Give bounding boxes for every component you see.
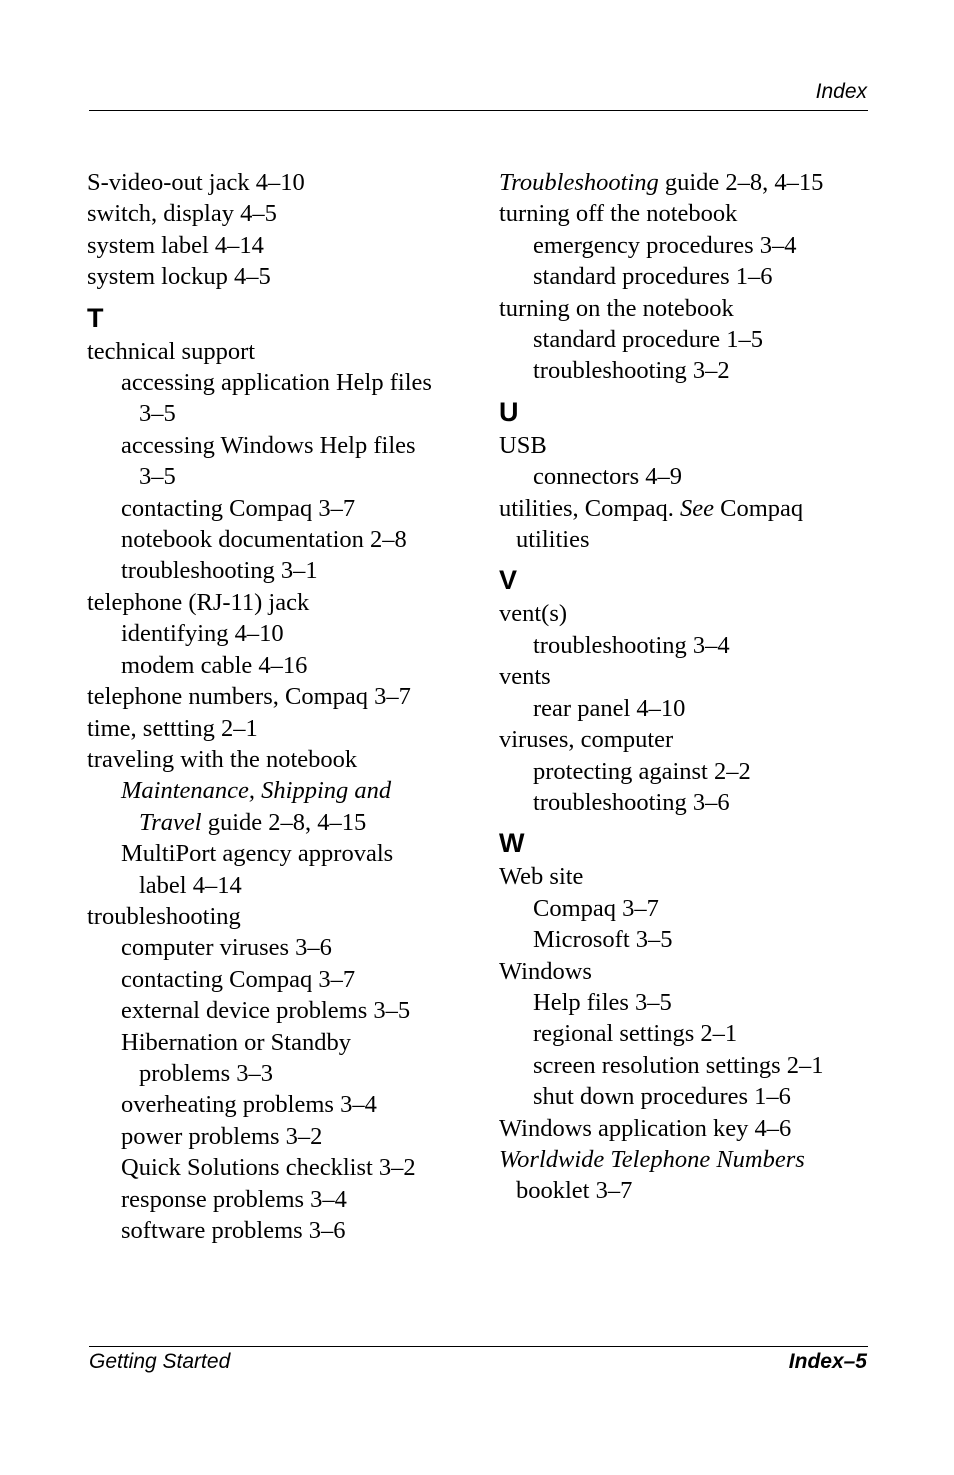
index-subentry — [499, 924, 869, 955]
index-subentry — [499, 1018, 869, 1049]
index-entry-text: viruses, computer — [499, 726, 674, 754]
index-entry-text: 3–5 — [139, 400, 176, 428]
index-entry — [87, 901, 467, 932]
index-letter-heading: U — [499, 396, 519, 427]
index-entry-continuation — [499, 1175, 869, 1206]
index-entry-text: accessing application Help files — [121, 369, 432, 397]
index-entry-text: Quick Solutions checklist 3–2 — [121, 1154, 416, 1182]
footer-rule — [89, 1346, 868, 1347]
index-entry — [499, 293, 869, 324]
index-subentry — [87, 493, 467, 524]
index-letter-heading: T — [87, 302, 104, 333]
index-entry-text: Help files 3–5 — [533, 988, 672, 1016]
index-entry-text: shut down procedures 1–6 — [533, 1083, 791, 1111]
index-subentry — [87, 555, 467, 586]
index-entry-text: troubleshooting — [87, 902, 241, 930]
index-subentry — [499, 787, 869, 818]
index-entry-continuation — [87, 1058, 467, 1089]
index-entry-text: utilities, Compaq. — [499, 494, 681, 522]
index-entry-text: MultiPort agency approvals — [121, 840, 394, 868]
index-entry-text: utilities — [516, 526, 590, 554]
index-column-right — [499, 167, 869, 1207]
footer-page-number: Index–5 — [788, 1350, 867, 1373]
index-subentry — [499, 355, 869, 386]
index-subentry — [499, 693, 869, 724]
index-entry — [499, 493, 869, 524]
index-entry-text: Microsoft 3–5 — [533, 926, 673, 954]
index-entry-continuation — [87, 398, 467, 429]
index-subentry — [499, 324, 869, 355]
index-entry — [87, 198, 467, 229]
index-entry-text: switch, display 4–5 — [87, 200, 277, 228]
index-subentry — [87, 367, 467, 398]
index-subentry — [87, 524, 467, 555]
index-entry-text: guide 2–8, 4–15 — [658, 169, 824, 196]
index-entry-text: power problems 3–2 — [121, 1122, 323, 1150]
index-entry-text: software problems 3–6 — [121, 1217, 346, 1244]
index-entry-text: telephone (RJ-11) jack — [87, 588, 310, 616]
index-entry-text: screen resolution settings 2–1 — [533, 1051, 824, 1079]
index-entry-text: overheating problems 3–4 — [121, 1091, 377, 1119]
index-entry-text: modem cable 4–16 — [121, 651, 308, 679]
index-entry-text: Compaq — [714, 494, 804, 522]
index-entry-text: problems 3–3 — [139, 1059, 274, 1087]
index-subentry — [87, 618, 467, 649]
index-subentry — [87, 1089, 467, 1120]
index-entry — [87, 587, 467, 618]
index-entry-text: booklet 3–7 — [516, 1177, 633, 1205]
index-subentry — [499, 893, 869, 924]
index-subentry — [87, 1215, 467, 1246]
index-entry-text: identifying 4–10 — [121, 620, 284, 648]
index-entry-text: troubleshooting 3–2 — [533, 357, 730, 385]
index-entry-italic-text: See — [680, 494, 715, 522]
index-entry-text: rear panel 4–10 — [533, 694, 686, 722]
index-entry-text: telephone numbers, Compaq 3–7 — [87, 683, 411, 711]
index-subentry — [499, 461, 869, 492]
index-entry-text: time, settting 2–1 — [87, 714, 258, 742]
index-entry-continuation — [87, 807, 467, 838]
index-entry-text: vent(s) — [499, 600, 568, 628]
index-entry — [499, 1144, 869, 1175]
index-entry-text: Web site — [499, 863, 584, 891]
index-entry-text: computer viruses 3–6 — [121, 934, 332, 962]
index-subentry — [499, 756, 869, 787]
index-subentry — [499, 630, 869, 661]
footer-book-title: Getting Started — [89, 1350, 231, 1373]
index-entry-italic-text: Maintenance, Shipping and — [121, 777, 392, 805]
index-entry-text: system label 4–14 — [87, 231, 264, 259]
index-column-left — [87, 167, 467, 1246]
running-head: Index — [815, 80, 867, 103]
index-entry-text: traveling with the notebook — [87, 745, 358, 773]
index-subentry — [87, 430, 467, 461]
index-entry-text: external device problems 3–5 — [121, 997, 411, 1025]
index-entry — [87, 744, 467, 775]
index-entry — [499, 598, 869, 629]
index-entry — [499, 724, 869, 755]
index-entry-text: troubleshooting 3–6 — [533, 788, 730, 816]
index-entry-text: vents — [499, 663, 551, 691]
index-entry-text: standard procedure 1–5 — [533, 326, 763, 354]
index-entry-text: troubleshooting 3–1 — [121, 557, 318, 585]
index-entry-text: protecting against 2–2 — [533, 757, 751, 785]
index-subentry — [87, 995, 467, 1026]
index-subentry — [499, 1050, 869, 1081]
index-entry-italic-text: Worldwide Telephone Numbers — [499, 1145, 805, 1173]
index-subentry — [87, 1027, 467, 1058]
index-entry-text: system lockup 4–5 — [87, 263, 271, 291]
index-entry — [499, 167, 869, 198]
index-entry — [87, 167, 467, 198]
index-entry-text: Windows — [499, 957, 592, 985]
index-entry-text: turning on the notebook — [499, 294, 734, 322]
index-entry-text: Windows application key 4–6 — [499, 1114, 792, 1142]
index-entry — [87, 261, 467, 292]
index-letter-heading: V — [499, 565, 518, 596]
index-entry-text: accessing Windows Help files — [121, 431, 416, 459]
index-entry-text: label 4–14 — [139, 871, 242, 899]
index-entry-text: troubleshooting 3–4 — [533, 631, 730, 659]
index-letter-heading: W — [499, 828, 525, 859]
index-subentry — [87, 1152, 467, 1183]
index-entry-text: contacting Compaq 3–7 — [121, 494, 356, 522]
index-subentry — [87, 775, 467, 806]
index-entry-continuation — [87, 461, 467, 492]
index-entry-text: contacting Compaq 3–7 — [121, 965, 356, 993]
index-subentry — [87, 838, 467, 869]
index-subentry — [87, 1184, 467, 1215]
index-subentry — [87, 964, 467, 995]
index-entry-text: notebook documentation 2–8 — [121, 526, 407, 554]
index-entry — [499, 198, 869, 229]
index-entry-text: Compaq 3–7 — [533, 894, 659, 922]
index-entry-italic-text: Travel — [139, 808, 202, 836]
index-entry-text: emergency procedures 3–4 — [533, 231, 797, 259]
index-entry — [87, 230, 467, 261]
index-entry-text: response problems 3–4 — [121, 1185, 347, 1213]
index-entry-text: technical support — [87, 337, 256, 365]
index-entry-text: 3–5 — [139, 463, 176, 491]
index-entry — [499, 430, 869, 461]
index-subentry — [87, 932, 467, 963]
index-entry-continuation — [87, 870, 467, 901]
index-entry-text: turning off the notebook — [499, 200, 738, 228]
index-subentry — [499, 1081, 869, 1112]
index-subentry — [87, 1121, 467, 1152]
index-entry — [499, 956, 869, 987]
index-entry-text: regional settings 2–1 — [533, 1020, 738, 1048]
index-entry-continuation — [499, 524, 869, 555]
index-subentry — [499, 230, 869, 261]
index-entry-text: standard procedures 1–6 — [533, 263, 773, 291]
index-entry-text: Hibernation or Standby — [121, 1028, 351, 1056]
index-entry — [87, 713, 467, 744]
index-entry-text: connectors 4–9 — [533, 463, 682, 491]
index-entry-text: S-video-out jack 4–10 — [87, 169, 305, 196]
index-entry — [87, 681, 467, 712]
index-subentry — [87, 650, 467, 681]
index-entry — [499, 1113, 869, 1144]
index-subentry — [499, 261, 869, 292]
index-entry — [499, 661, 869, 692]
index-entry — [499, 861, 869, 892]
header-rule — [89, 110, 868, 111]
index-entry-text: guide 2–8, 4–15 — [201, 808, 367, 836]
index-subentry — [499, 987, 869, 1018]
index-entry-text: USB — [499, 431, 547, 459]
index-entry — [87, 336, 467, 367]
index-entry-italic-text: Troubleshooting — [499, 169, 659, 196]
